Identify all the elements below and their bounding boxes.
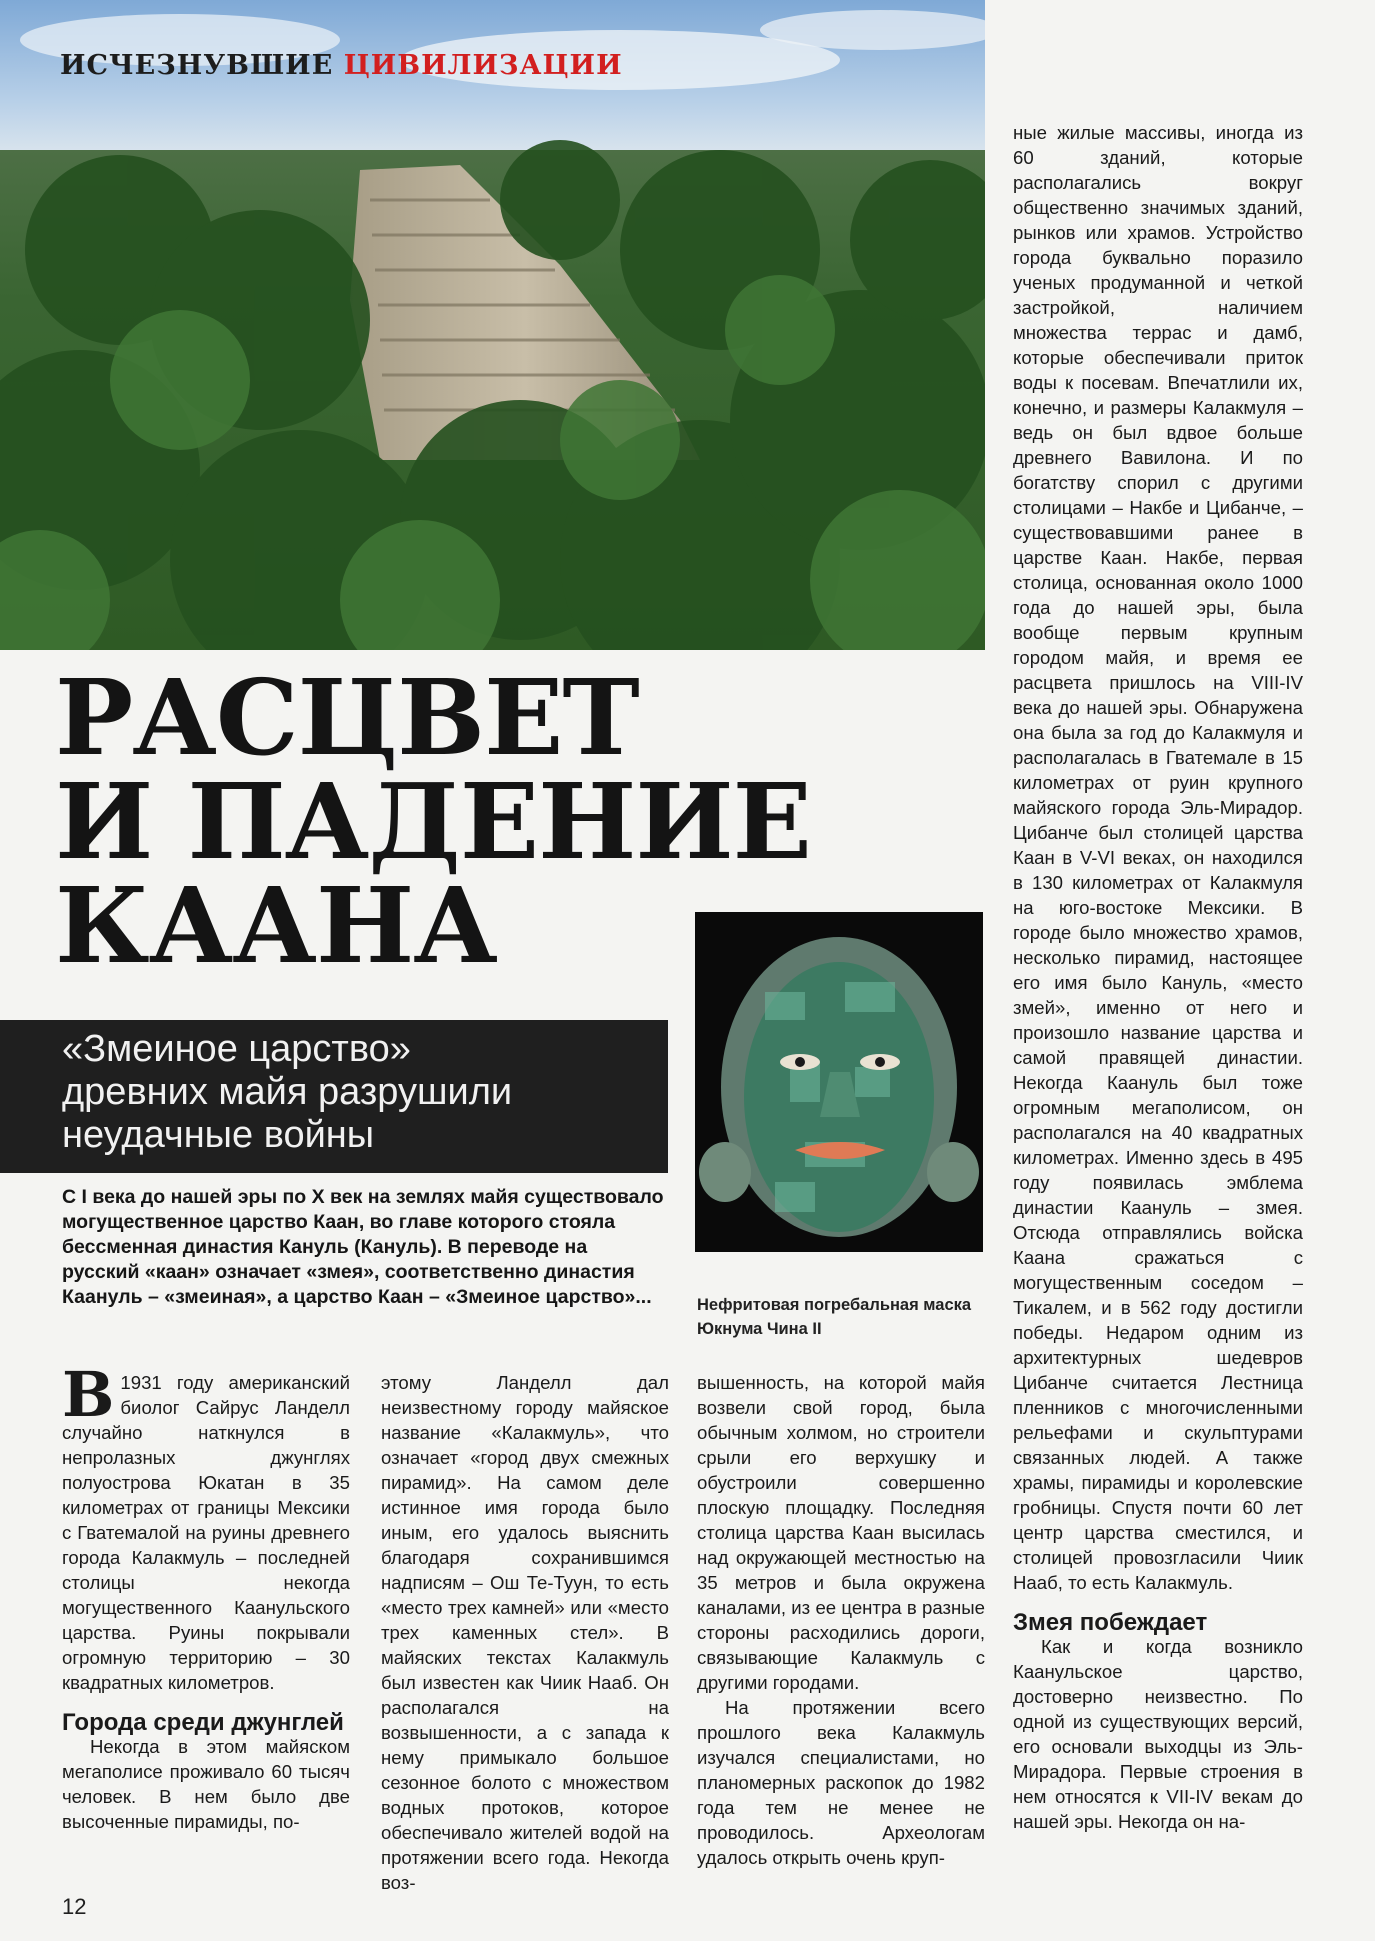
mask-caption: Нефритовая погребальная маска Юкнума Чина II xyxy=(697,1296,972,1338)
column1-text1: 1931 году американский биолог Сайрус Ланделл случайно наткнулся в непролазных джунглях полуострова Юкатан в 35 километрах от границы Мексики с Гватемалой на руины древнего города Калакмуль – последней столицы некогда могущественного Каанульского царства. Руины покрывали огромную территорию – 30 квадратных километров. xyxy=(62,1372,350,1693)
jade-mask-photo xyxy=(695,912,983,1252)
column3-paragraph2: На протяжении всего прошлого века Калакмуль изучался специалистами, но планомерных раскопок до 1982 года тем не менее не проводилось. Археологам удалось открыть очень круп- xyxy=(697,1697,985,1868)
section-tag-part2: ЦИВИЛИЗАЦИИ xyxy=(343,50,623,81)
section-tag xyxy=(60,50,623,81)
headline-line2: И ПАДЕНИЕ xyxy=(55,760,811,883)
subtitle-line1: «Змеиное царство» xyxy=(62,1028,411,1070)
column1-paragraph2: Некогда в этом майяском мегаполисе проживало 60 тысяч человек. В нем было две высоченные пирамиды, по- xyxy=(62,1736,350,1832)
lead-paragraph: С I века до нашей эры по X век на землях майя существовало могущественное царство Каан, во главе которого стояла бессменная династия Кануль (Кануль). В переводе на русский «каан» означает «змея», соответственно династия Каануль – «змеиная», а царство Каан – «Змеиное царство»... xyxy=(62,1186,664,1308)
subheading-cities: Города среди джунглей xyxy=(62,1709,344,1736)
column4-paragraph1: ные жилые массивы, иногда из 60 зданий, которые располагались вокруг общественно значимых зданий, рынков или храмов. Устройство города буквально поразило ученых продуманной и четкой застройкой, наличием множества террас и дамб, которые обеспечивали приток воды к посевам. Впечатлили их, конечно, и размеры Калакмуля – ведь он был вдвое больше древнего Вавилона. И по богатству спорил с другими столицами – Накбе и Цибанче, – существовавшими ранее в царстве Каан. Накбе, первая столица, основанная около 1000 года до нашей эры, была вообще первым крупным городом майя, и время ее расцвета пришлось на VIII-IV века до нашей эры. Обнаружена она была за год до Калакмуля и располагалась в Гватемале в 15 километрах от руин крупного майяского города Эль-Мирадор. Цибанче был столицей царства Каан в V-VI веках, он находился в 130 километрах от Калакмуля на юго-востоке Мексики. В городе было множество храмов, несколько пирамид, настоящее его имя было Кануль, «место змей», именно от него и произошло название царства и самой правящей династии. Некогда Каануль был тоже огромным мегаполисом, он располагался на 40 квадратных километрах. Именно здесь в 495 году появилась эмблема династии Каануль – змея. Отсюда отправлялись войска Каана сражаться с могущественным соседом – Тикалем, и в 562 году достигли победы. Недаром одним из архитектурных шедевров Цибанче считается Лестница пленников с многочисленными рельефами и скульптурами связанных людей. А также храмы, пирамиды и королевские гробницы. Спустя почти 60 лет центр царства сместился, и столицей провозгласили Чиик Нааб, то есть Калакмуль. xyxy=(1013,122,1303,1593)
article-column-2 xyxy=(381,1370,669,1895)
column1-paragraph1 xyxy=(62,1358,350,1695)
column2-paragraph1: этому Ланделл дал неизвестному городу майяское название «Калакмуль», что означает «город двух смежных пирамид». На самом деле истинное имя города было иным, его удалось выяснить благодаря сохранившимся надписям – Ош Те-Туун, то есть «место трех камней» или «место трех каменных стел». В майяских текстах Калакмуль был известен как Чиик Нааб. Он располагался на возвышенности, а с запада к нему примыкало большое сезонное болото с множеством водных протоков, которое обеспечивало жителей водой на протяжении всего года. Некогда воз- xyxy=(381,1372,669,1893)
article-column-4 xyxy=(1013,120,1303,1834)
article-column-3 xyxy=(697,1370,985,1870)
headline-line3: КААНА xyxy=(55,864,497,987)
subheading-snake-wins: Змея побеждает xyxy=(1013,1609,1208,1636)
jungle-pyramid-photo xyxy=(0,0,985,650)
column3-paragraph1: вышенность, на которой майя возвели свой город, была обычным холмом, но строители срыли его верхушку и обустроили совершенно плоскую площадку. Последняя столица царства Каан высилась над окружающей местностью на 35 метров и была окружена каналами, из ее центра в разные стороны расходились дороги, связывающие Калакмуль с другими городами. xyxy=(697,1372,985,1693)
subtitle-line2: древних майя разрушили xyxy=(62,1071,513,1113)
page-number: 12 xyxy=(62,1894,87,1919)
section-tag-part1: ИСЧЕЗНУВШИЕ xyxy=(60,50,334,81)
headline-line1: РАСЦВЕТ xyxy=(55,656,639,779)
subtitle-box xyxy=(0,1020,668,1173)
drop-cap: В xyxy=(62,1358,115,1431)
column4-paragraph2: Как и когда возникло Каанульское царство, достоверно неизвестно. По одной из существующих версий, его основали выходцы из Эль-Мирадора. Первые строения в нем относятся к VII-IV векам до нашей эры. Некогда он на- xyxy=(1013,1636,1303,1832)
subtitle-line3: неудачные войны xyxy=(62,1114,375,1156)
article-column-1 xyxy=(62,1358,350,1834)
